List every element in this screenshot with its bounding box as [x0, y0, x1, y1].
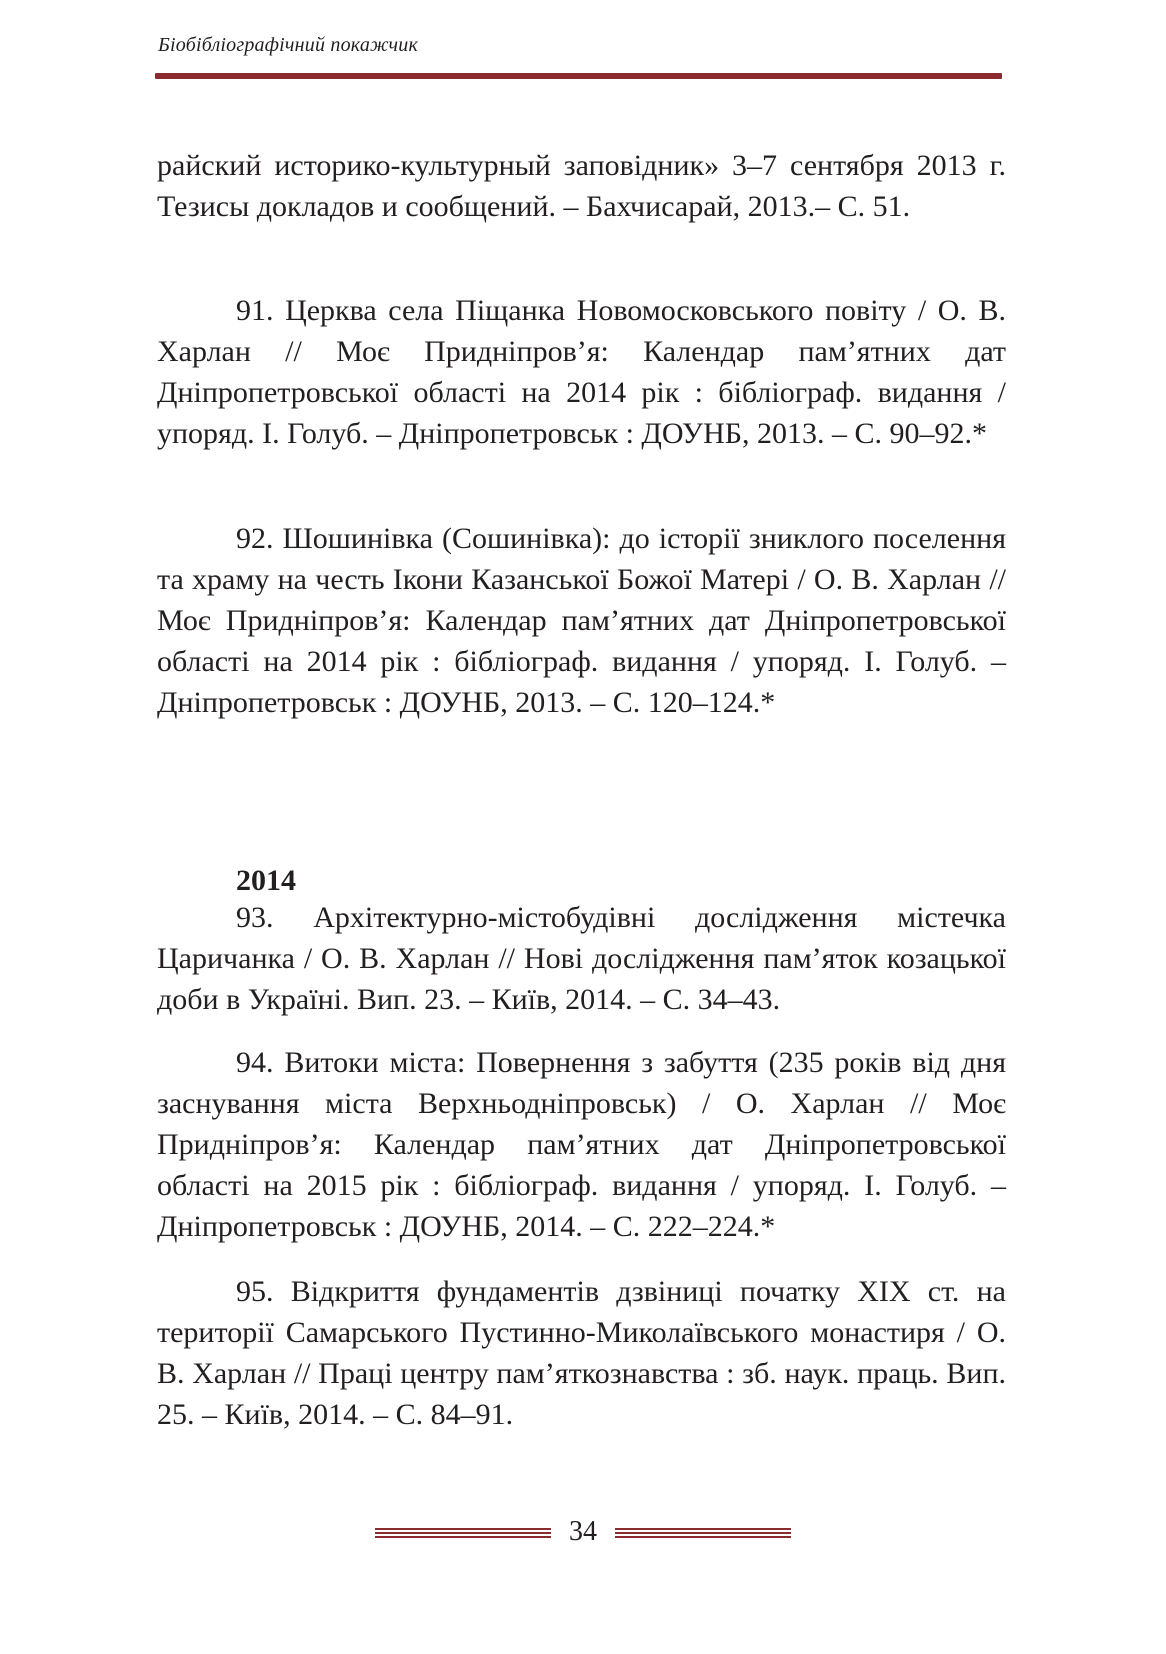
header-rule	[155, 73, 1002, 79]
entry-95: 95. Відкриття фундаментів дзвіниці початку ХІХ ст. на території Самарського Пустинно-Миколаївського монастиря / О. В. Харлан // Праці центру пам’яткознавства : зб. наук. праць. Вип. 25. – Київ, 2014. – С. 84–91.	[157, 1275, 1006, 1431]
footer-rule-right	[615, 1528, 791, 1538]
entry-94: 94. Витоки міста: Повернення з забуття (235 років від дня заснування міста Верхньодніпровськ) / О. Харлан // Моє Придніпров’я: Календар пам’ятних дат Дніпропетровської області на 2015 рік : бібліограф. видання / упоряд. І. Голуб. – Дніпропетровськ : ДОУНБ, 2014. – С. 222–224.*	[157, 1046, 1006, 1243]
entry-90-continuation: райский историко-культурный заповідник» 3–7 сентября 2013 г. Тезисы докладов и сообщений. – Бахчисарай, 2013.– С. 51.	[157, 149, 1006, 223]
entry-93: 93. Архітектурно-містобудівні дослідження містечка Царичанка / О. В. Харлан // Нові дослідження пам’яток козацької доби в Україні. Вип. 23. – Київ, 2014. – С. 34–43.	[157, 901, 1006, 1016]
entry-91: 91. Церква села Піщанка Новомосковського повіту / О. В. Харлан // Моє Придніпров’я: Календар пам’ятних дат Дніпропетровської області на 2014 рік : бібліограф. видання / упоряд. І. Голуб. – Дніпропетровськ : ДОУНБ, 2013. – С. 90–92.*	[157, 294, 1006, 450]
running-header-title: Біобібліографічний покажчик	[158, 34, 419, 56]
entry-92: 92. Шошинівка (Сошинівка): до історії зниклого поселення та храму на честь Ікони Казанської Божої Матері / О. В. Харлан // Моє Придніпров’я: Календар пам’ятних дат Дніпропетровської області на 2014 рік : бібліограф. видання / упоряд. І. Голуб. – Дніпропетровськ : ДОУНБ, 2013. – С. 120–124.*	[157, 522, 1006, 719]
page-footer-ornament	[0, 1512, 1166, 1552]
page-number: 34	[569, 1516, 597, 1547]
section-year-heading: 2014	[236, 864, 296, 897]
page-footer	[0, 1177, 1166, 1217]
footer-rule-left	[375, 1528, 551, 1538]
